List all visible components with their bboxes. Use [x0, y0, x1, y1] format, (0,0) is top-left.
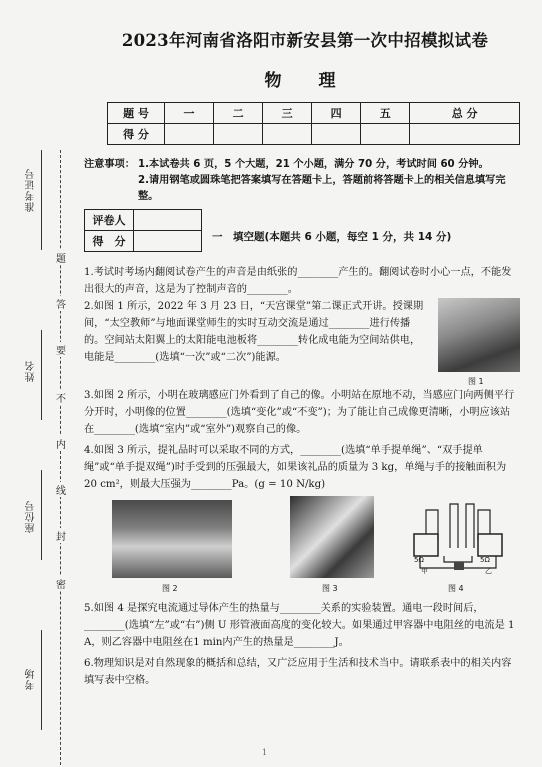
name-line: [41, 330, 42, 420]
seal-char-8: 密: [56, 576, 66, 591]
page-title: 2023年河南省洛阳市新安县第一次中招模拟试卷: [121, 31, 489, 50]
question-2: 2.如图 1 所示，2022 年 3 月 23 日，“天宫课堂”第二课正式开讲。授课期间，“太空教师”与地面课堂师生的实时互动交流是通过________进行传播的。空间站太阳翼上的太阳能电池板将________转化成电能为空间站供电，电能是________(选填“一次”或“二次”)能源。: [84, 301, 424, 363]
figure-4-jia-label: 甲: [421, 567, 428, 575]
score-table: [107, 102, 520, 145]
score-cell[interactable]: [263, 124, 312, 145]
score-cell[interactable]: [410, 124, 520, 145]
figure-4-caption: 图 4: [448, 584, 464, 593]
grader-box: [84, 209, 202, 252]
score-cell[interactable]: [361, 124, 410, 145]
score-header-total: 总 分: [410, 103, 520, 124]
seal-char-7: 封: [56, 528, 66, 543]
subject-title: 物 理: [264, 71, 346, 91]
score-header-1: 一: [165, 103, 214, 124]
page-number: 1: [262, 748, 268, 757]
figure-3-caption: 图 3: [322, 584, 338, 593]
score-row-label: 得 分: [108, 124, 165, 145]
grader-reviewer-cell[interactable]: [134, 210, 202, 231]
exam-no-label: 准考证号: [26, 168, 37, 212]
figure-2-photo: [112, 500, 232, 578]
question-4: 4.如图 3 所示，提礼品时可以采取不同的方式，________(选填“单手提单绳”、“双手提单绳”或“单手提双绳”)时手受到的压强最大，如果该礼品的质量为 3 kg，单绳与手的接触面积为 20 cm²，则最大压强为________Pa。(g = 10 N/kg): [84, 445, 507, 490]
seal-char-3: 要: [56, 342, 66, 357]
question-1: 1.考试时考场内翻阅试卷产生的声音是由纸张的________产生的。翻阅试卷时小心一点，不能发出很大的声音，这是为了控制声音的________。: [84, 267, 512, 295]
seal-char-1: 题: [56, 250, 66, 265]
binding-line: [60, 150, 61, 765]
notice-label: 注意事项：: [84, 159, 135, 170]
question-6: 6.物理知识是对自然现象的概括和总结，又广泛应用于生活和技术当中。请联系表中的相关内容填写表中空格。: [84, 658, 512, 686]
figure-4-resistor-right: 5Ω: [480, 556, 490, 564]
figure-1-caption: 图 1: [468, 377, 484, 386]
score-header-label: 题 号: [108, 103, 165, 124]
seal-char-2: 答: [56, 296, 66, 311]
score-header-4: 四: [312, 103, 361, 124]
seat-no-line: [41, 470, 42, 560]
exam-no-line: [41, 150, 42, 250]
figure-3-photo: [290, 496, 374, 578]
exam-room-label: 考场: [26, 668, 37, 690]
score-header-3: 三: [263, 103, 312, 124]
score-table-header-row: [108, 103, 520, 124]
notice-item-2: 2.请用钢笔或圆珠笔把答案填写在答题卡上，答题前将答题卡上的相关信息填写完整。: [138, 175, 506, 202]
name-label: 姓名: [26, 360, 37, 382]
grader-score-cell[interactable]: [134, 231, 202, 252]
seal-char-6: 线: [56, 482, 66, 497]
score-cell[interactable]: [312, 124, 361, 145]
notice-item-1: 1.本试卷共 6 页，5 个大题，21 个小题，满分 70 分，考试时间 60 分钟。: [138, 159, 489, 170]
seal-char-4: 不: [56, 390, 66, 405]
score-table-score-row: [108, 124, 520, 145]
section-heading-fill: 一 填空题(本题共 6 小题，每空 1 分，共 14 分): [212, 231, 452, 243]
seal-char-5: 内: [56, 436, 66, 451]
score-cell[interactable]: [214, 124, 263, 145]
question-5: 5.如图 4 是探究电流通过导体产生的热量与________关系的实验装置。通电一段时间后，________(选填“左”或“右”)侧 U 形管液面高度的变化较大。如果通过甲容器中电阻丝的电流是 1 A，则乙容器中电阻丝在1 min内产生的热量是________J。: [84, 603, 515, 648]
grader-score-label: 得 分: [85, 231, 134, 252]
score-header-5: 五: [361, 103, 410, 124]
figure-4-yi-label: 乙: [485, 567, 492, 575]
figure-4-resistor-left: 5Ω: [414, 556, 424, 564]
score-header-2: 二: [214, 103, 263, 124]
grader-reviewer-label: 评卷人: [85, 210, 134, 231]
exam-room-line: [41, 630, 42, 730]
question-3: 3.如图 2 所示，小明在玻璃感应门外看到了自己的像。小明站在原地不动，当感应门向两侧平行分开时，小明像的位置________(选填“变化”或“不变”)；为了能让自己成像更清晰，小明应该站在________(选填“室内”或“室外”)观察自己的像。: [84, 390, 515, 435]
figure-1-photo: [438, 298, 520, 372]
figure-2-caption: 图 2: [162, 584, 178, 593]
score-cell[interactable]: [165, 124, 214, 145]
seat-no-label: 座位号: [26, 500, 37, 533]
